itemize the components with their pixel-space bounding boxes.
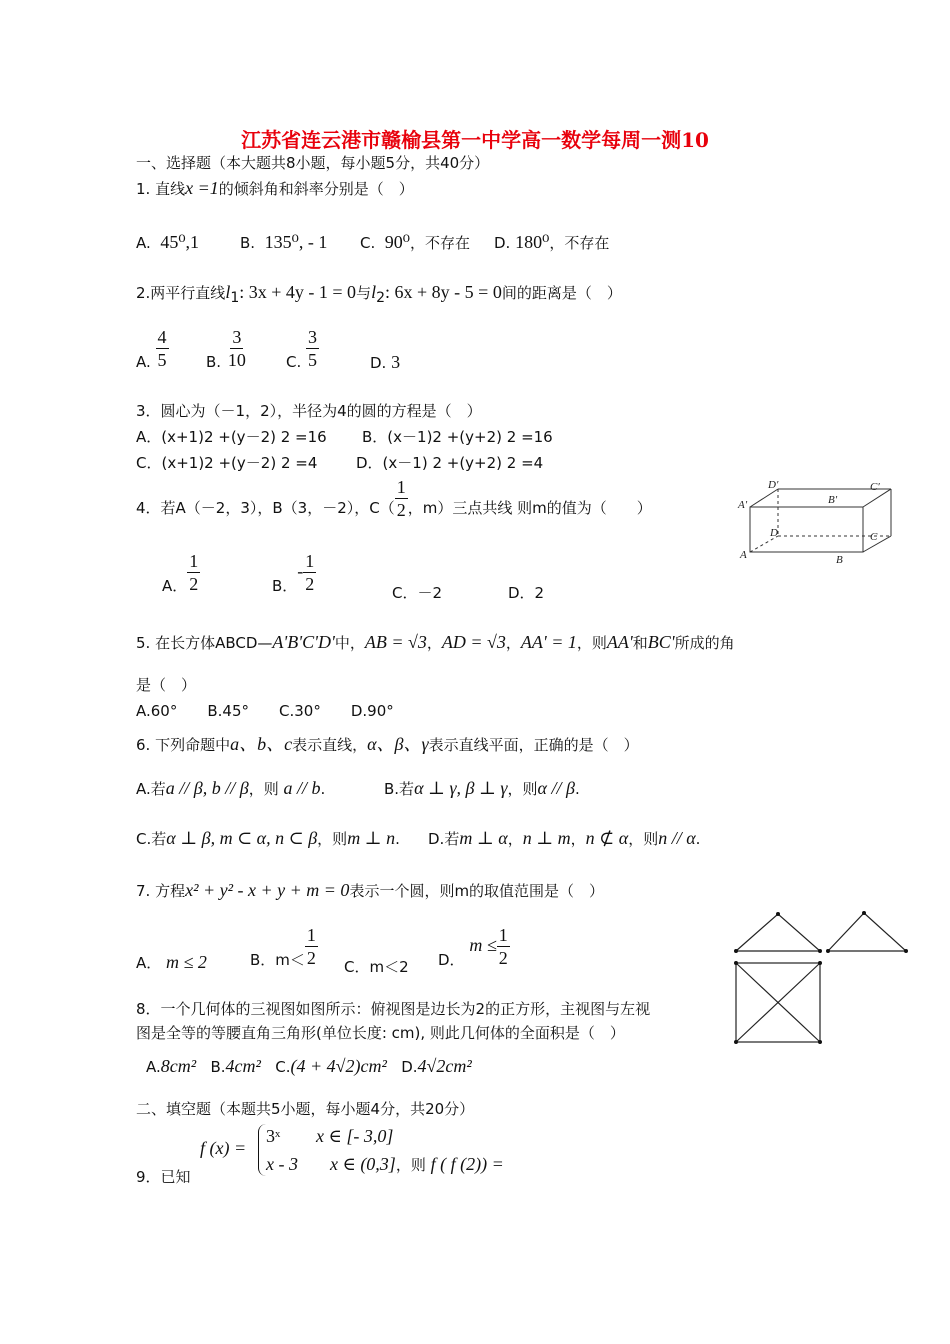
q7-b-num: 1 bbox=[306, 925, 316, 945]
q9-ask: f ( f (2)) = bbox=[430, 1154, 504, 1174]
cuboid-label-b1: B′ bbox=[828, 494, 838, 506]
q9-domain1 bbox=[316, 1126, 393, 1147]
q1-c-value: 90⁰ bbox=[384, 232, 411, 252]
q6-d-result: n // α bbox=[658, 828, 696, 848]
q2-b-num: 3 bbox=[232, 327, 242, 347]
q3-option-d: D．(x－1) 2 +(y+2) 2 =4 bbox=[356, 454, 544, 472]
q2-l1-sub: 1 bbox=[230, 290, 240, 306]
q7-post: 表示一个圆，则m的取值范围是（ ） bbox=[349, 882, 605, 900]
q4-a-label: A． bbox=[162, 577, 188, 595]
q5-pre: 5. 在长方体ABCD— bbox=[136, 634, 273, 652]
q4-a-fraction bbox=[187, 550, 200, 595]
question-8-line1: 8．一个几何体的三视图如图所示：俯视图是边长为2的正方形，主视图与左视 bbox=[136, 1000, 651, 1018]
front-view-triangle bbox=[736, 914, 820, 951]
q1-option-d bbox=[494, 232, 609, 253]
q8-c-value: (4 + 4√2)cm² bbox=[290, 1056, 387, 1076]
q2-a-fraction bbox=[156, 326, 169, 371]
q1-d-post: ，不存在 bbox=[549, 234, 610, 252]
q2-option-d bbox=[370, 352, 400, 373]
q2-eq2: : 6x + 8y - 5 = 0 bbox=[385, 282, 502, 302]
q2-c-den: 5 bbox=[308, 350, 318, 370]
q4-option-a bbox=[162, 550, 200, 596]
q6-d-expr2: n ⊥ m bbox=[522, 828, 571, 848]
q2-pre: 2.两平行直线 bbox=[136, 284, 226, 302]
q3-option-c: C．(x+1)2 +(y－2) 2 =4 bbox=[136, 454, 318, 472]
q9-domain2 bbox=[330, 1154, 504, 1175]
q4-a-num: 1 bbox=[189, 551, 199, 571]
q2-mid: 与 bbox=[356, 284, 372, 302]
q8-a-label: A. bbox=[146, 1058, 161, 1076]
q7-b-fraction bbox=[305, 924, 318, 969]
q7-option-a bbox=[136, 952, 207, 973]
question-5-stem bbox=[136, 632, 735, 653]
q6-b-label: B.若 bbox=[384, 780, 415, 798]
cuboid-label-b: B bbox=[836, 554, 843, 566]
q1-post: 的倾斜角和斜率分别是（ ） bbox=[218, 180, 414, 198]
question-4-stem bbox=[136, 476, 652, 521]
q4-option-c: C．－2 bbox=[392, 584, 443, 602]
q6-c-label: C.若 bbox=[136, 830, 167, 848]
q1-pre: 1. 直线 bbox=[136, 180, 186, 198]
q4-a-den: 2 bbox=[189, 574, 199, 594]
q7-d-den: 2 bbox=[498, 948, 508, 968]
q1-option-c bbox=[360, 232, 470, 253]
q6-d-mid: ，则 bbox=[628, 830, 659, 848]
q4-b-fraction bbox=[303, 550, 316, 595]
q6-d-label: D.若 bbox=[428, 830, 460, 848]
q5-t1: 中， bbox=[334, 634, 365, 652]
q2-b-label: B. bbox=[206, 353, 222, 371]
q6-option-a: A.若a // β, b // β，则 a // b. bbox=[136, 778, 326, 798]
q3-option-b: B．(x－1)2 +(y+2) 2 =16 bbox=[362, 428, 553, 446]
q6-planes-greek: α、β、γ bbox=[367, 734, 429, 754]
q5-t2: ， bbox=[426, 634, 442, 652]
q6-a-expr: a // β, b // β bbox=[165, 778, 249, 798]
q6-pre: 6. 下列命题中 bbox=[136, 736, 231, 754]
q4-option-b bbox=[272, 550, 316, 596]
q5-math-bc-line: BC' bbox=[647, 632, 675, 652]
q4-b-num: 1 bbox=[305, 551, 315, 571]
q6-option-b: B.若α ⊥ γ, β ⊥ γ，则α // β. bbox=[384, 778, 580, 798]
q2-a-num: 4 bbox=[157, 327, 167, 347]
q8-b-label: B. bbox=[210, 1058, 226, 1076]
q6-d-expr1: m ⊥ α bbox=[459, 828, 508, 848]
q8-b-value: 4cm² bbox=[225, 1056, 261, 1076]
q7-a-expr: m ≤ 2 bbox=[166, 952, 207, 972]
q2-d-value: 3 bbox=[391, 352, 401, 372]
q7-equation: x² + y² - x + y + m = 0 bbox=[185, 880, 350, 900]
q1-c-post: ，不存在 bbox=[410, 234, 471, 252]
q2-eq1: : 3x + 4y - 1 = 0 bbox=[239, 282, 357, 302]
q6-lines-abc: a、b、c bbox=[230, 734, 293, 754]
q4-b-den: 2 bbox=[305, 574, 315, 594]
q2-l1: l bbox=[225, 282, 231, 302]
q6-c-mid: ，则 bbox=[317, 830, 348, 848]
q1-c-label: C. bbox=[360, 234, 376, 252]
q7-b-label: B．m＜ bbox=[250, 951, 305, 969]
q2-c-fraction bbox=[306, 326, 319, 371]
q6-a-result: a // b bbox=[283, 778, 321, 798]
q2-l2: l bbox=[371, 282, 377, 302]
q8-a-value: 8cm² bbox=[160, 1056, 197, 1076]
q9-function-lhs bbox=[200, 1138, 246, 1159]
q2-b-den: 10 bbox=[227, 350, 246, 370]
q4-c-den: 2 bbox=[396, 500, 406, 520]
q1-d-label: D. bbox=[494, 234, 511, 252]
q2-a-den: 5 bbox=[157, 350, 167, 370]
cuboid-label-d1: D′ bbox=[768, 479, 779, 491]
q5-t6: 所成的角 bbox=[674, 634, 735, 652]
top-view-square bbox=[736, 963, 820, 1042]
q9-case1-expr: 3ˣ bbox=[266, 1126, 281, 1146]
cuboid-label-d: D bbox=[770, 527, 778, 539]
q7-d-expr: m ≤ bbox=[469, 935, 497, 955]
q8-d-label: D. bbox=[401, 1058, 418, 1076]
section-heading-fill: 二、填空题（本题共5小题，每小题4分，共20分） bbox=[136, 1100, 475, 1118]
q1-a-value: 45⁰,1 bbox=[160, 232, 200, 252]
q8-c-label: C. bbox=[275, 1058, 291, 1076]
section-heading-choice: 一、选择题（本大题共8小题，每小题5分，共40分） bbox=[136, 154, 490, 172]
q7-option-c: C．m＜2 bbox=[344, 958, 409, 976]
q6-post: 表示直线平面，正确的是（ ） bbox=[428, 736, 639, 754]
page-title: 江苏省连云港市赣榆县第一中学高一数学每周一测10 bbox=[241, 128, 709, 152]
question-6-stem bbox=[136, 730, 639, 756]
q2-d-label: D. bbox=[370, 354, 387, 372]
cuboid-figure bbox=[732, 476, 892, 572]
q5-math-aa: AA' = 1 bbox=[520, 632, 577, 652]
q6-option-d: D.若m ⊥ α，n ⊥ m，n ⊄ α，则n // α. bbox=[428, 828, 701, 848]
q8-d-value: 4√2cm² bbox=[417, 1056, 472, 1076]
q6-a-mid: ，则 bbox=[248, 780, 279, 798]
q7-option-d bbox=[438, 924, 510, 970]
q6-b-mid: ，则 bbox=[507, 780, 538, 798]
q9-pre: 9．已知 bbox=[136, 1168, 191, 1186]
q1-option-b bbox=[240, 232, 327, 253]
q1-option-a bbox=[136, 232, 199, 253]
q7-d-label: D． bbox=[438, 951, 465, 969]
q4-post: ，m）三点共线 则m的值为（ ） bbox=[407, 499, 652, 517]
q5-stem-line2: 是（ ） bbox=[136, 676, 197, 694]
question-1-stem bbox=[136, 178, 414, 199]
q6-c-result: m ⊥ n bbox=[347, 828, 396, 848]
q5-math-aa-line: AA' bbox=[606, 632, 633, 652]
q1-b-value: 135⁰, - 1 bbox=[264, 232, 328, 252]
question-8-line2: 图是全等的等腰直角三角形(单位长度: cm), 则此几何体的全面积是（ ） bbox=[136, 1024, 625, 1042]
q6-b-expr: α ⊥ γ, β ⊥ γ bbox=[414, 778, 508, 798]
cuboid-label-a: A bbox=[740, 549, 747, 561]
q6-b-result: α // β bbox=[537, 778, 575, 798]
q8-options bbox=[146, 1056, 472, 1077]
q7-b-den: 2 bbox=[306, 948, 316, 968]
q2-post: 间的距离是（ ） bbox=[501, 284, 622, 302]
q6-a-label: A.若 bbox=[136, 780, 166, 798]
q4-pre: 4．若A（－2，3），B（3，－2），C（ bbox=[136, 499, 395, 517]
q9-f: f (x) = bbox=[200, 1138, 247, 1158]
q9-case2 bbox=[266, 1154, 298, 1175]
q7-a-label: A． bbox=[136, 954, 162, 972]
q6-c-expr: α ⊥ β, m ⊂ α, n ⊂ β bbox=[166, 828, 318, 848]
q7-option-b bbox=[250, 924, 318, 970]
q7-pre: 7. 方程 bbox=[136, 882, 186, 900]
q5-math-ad: AD = √3 bbox=[441, 632, 506, 652]
q2-option-c bbox=[286, 326, 319, 371]
q4-c-fraction bbox=[395, 476, 408, 521]
question-2-stem bbox=[136, 282, 622, 306]
q5-t4: ，则 bbox=[576, 634, 607, 652]
side-view-triangle bbox=[828, 913, 906, 951]
question-7-stem bbox=[136, 880, 604, 901]
q1-a-label: A. bbox=[136, 234, 151, 252]
q9-domain1-expr: x ∈ [- 3,0] bbox=[316, 1126, 394, 1146]
q2-b-fraction bbox=[226, 326, 248, 371]
q1-d-value: 180⁰ bbox=[515, 232, 550, 252]
q7-d-fraction bbox=[497, 924, 510, 969]
q2-a-label: A. bbox=[136, 353, 151, 371]
q2-c-label: C. bbox=[286, 353, 302, 371]
q2-option-b bbox=[206, 326, 248, 371]
q2-c-num: 3 bbox=[308, 327, 318, 347]
cuboid-label-c: C bbox=[870, 531, 878, 543]
cuboid-label-c1: C′ bbox=[870, 481, 880, 493]
q9-domain2-expr: x ∈ (0,3] bbox=[330, 1154, 396, 1174]
q9-case1 bbox=[266, 1126, 280, 1147]
q5-options: A.60° B.45° C.30° D.90° bbox=[136, 702, 394, 720]
q5-t5: 和 bbox=[632, 634, 648, 652]
q4-b-label: B． bbox=[272, 577, 298, 595]
q4-b-sign: - bbox=[297, 561, 304, 581]
q6-mid: 表示直线， bbox=[292, 736, 368, 754]
q1-equation: x =1 bbox=[185, 178, 219, 198]
q9-case2-expr: x - 3 bbox=[266, 1154, 298, 1174]
cuboid-label-a1: A′ bbox=[738, 499, 748, 511]
q9-mid: ，则 bbox=[395, 1156, 426, 1174]
q5-t3: ， bbox=[505, 634, 521, 652]
q5-math-ab: AB = √3 bbox=[364, 632, 427, 652]
q2-l2-sub: 2 bbox=[376, 290, 386, 306]
q6-d-expr3: n ⊄ α bbox=[585, 828, 629, 848]
q2-option-a bbox=[136, 326, 169, 371]
question-3-stem: 3．圆心为（－1，2），半径为4的圆的方程是（ ） bbox=[136, 402, 482, 420]
q4-c-num: 1 bbox=[396, 477, 406, 497]
three-view-figure bbox=[730, 906, 910, 1046]
q4-option-d: D．2 bbox=[508, 584, 545, 602]
q6-option-c: C.若α ⊥ β, m ⊂ α, n ⊂ β，则m ⊥ n. bbox=[136, 828, 400, 848]
q5-math-cuboid: A'B'C'D' bbox=[272, 632, 335, 652]
q7-d-num: 1 bbox=[498, 925, 508, 945]
q3-option-a: A．(x+1)2 +(y－2) 2 =16 bbox=[136, 428, 327, 446]
q1-b-label: B. bbox=[240, 234, 256, 252]
